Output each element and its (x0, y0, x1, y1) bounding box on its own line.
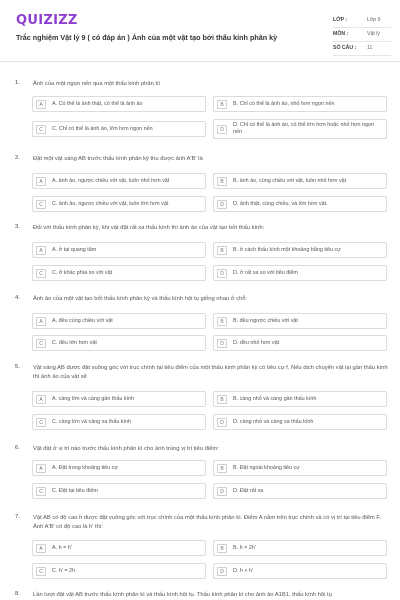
option-a[interactable] (32, 391, 206, 407)
option-letter: D (217, 269, 227, 278)
question-text: Đối với thấu kính phân kỳ, khi vật đặt rất xa thấu kính thì ảnh ảo của vật tạo bởi thấu kính: (33, 225, 265, 231)
option-text: D. Chỉ có thể là ảnh ảo, có thể lớn hơn hoặc nhỏ hơn ngọn nến (233, 122, 374, 136)
option-letter: D (217, 418, 227, 427)
option-text: A. đều cùng chiều với vật (52, 318, 113, 324)
option-c[interactable] (32, 483, 206, 499)
option-c[interactable] (32, 196, 206, 212)
option-text: D. ở rất xa so với tiêu điểm (233, 270, 298, 276)
option-text: A. càng lớn và càng gần thấu kính (52, 396, 135, 402)
option-a[interactable] (32, 242, 206, 258)
option-text: C. h' = 2h (52, 568, 76, 574)
option-a[interactable] (32, 313, 206, 329)
option-text: B. Đặt ngoài khoảng tiêu cự (233, 465, 300, 471)
option-letter: A (36, 100, 46, 109)
question-text: Lần lượt đặt vật AB trước thấu kính phân kì và thấu kính hội tụ. Thấu kính phân kì cho ảnh ảo A1B1, thấu kính hội tụ (33, 592, 332, 598)
option-letter: C (36, 339, 46, 348)
option-letter: B (217, 464, 227, 473)
option-text: A. h = h' (52, 545, 72, 551)
option-c[interactable] (32, 414, 206, 430)
option-letter: B (217, 544, 227, 553)
option-letter: D (217, 125, 227, 134)
question-text: Ảnh ảo của một vật tạo bởi thấu kính phân kỳ và thấu kính hội tụ giống nhau ở chỗ (33, 296, 246, 302)
option-text: D. h < h' (233, 568, 254, 574)
option-text: A. ở tại quang tâm (52, 247, 97, 253)
option-text: D. Đặt rất xa (233, 488, 264, 494)
option-letter: D (217, 200, 227, 209)
option-letter: C (36, 125, 46, 134)
option-d[interactable] (213, 563, 387, 579)
option-d[interactable] (213, 335, 387, 351)
option-text: A. Có thể là ảnh thật, có thể là ảnh ảo (52, 101, 143, 107)
option-b[interactable] (213, 391, 387, 407)
option-d[interactable] (213, 483, 387, 499)
meta-count-key: SỐ CÂU : (333, 45, 357, 51)
worksheet-title: Trắc nghiệm Vật lý 9 ( có đáp án ) Ảnh của một vật tạo bởi thấu kính phân kỳ (16, 33, 278, 42)
option-text: C. đều lớn hơn vật (52, 340, 97, 346)
option-text: D. ảnh thật, cùng chiều, và lớn hơn vật. (233, 201, 328, 207)
option-d[interactable] (213, 119, 387, 139)
question-text: Vật AB có độ cao h được đặt vuông góc với trục chính của một thấu kính phân kì. Điểm A nằm trên trục chính và có vị trí tại tiêu điểm F. Ảnh A'B' có độ cao là h' thì: (33, 515, 381, 530)
option-letter: B (217, 395, 227, 404)
option-letter: D (217, 567, 227, 576)
option-a[interactable] (32, 173, 206, 189)
question-number: 2. (15, 155, 20, 161)
question-number: 6. (15, 445, 20, 451)
meta-count-row (333, 42, 391, 56)
option-a[interactable] (32, 540, 206, 556)
option-letter: C (36, 269, 46, 278)
option-text: B. đều ngược chiều với vật (233, 318, 298, 324)
meta-subject-value: Vật lý (367, 31, 380, 37)
option-letter: A (36, 464, 46, 473)
option-c[interactable] (32, 121, 206, 137)
option-text: A. ảnh ảo, ngược chiều với vật, luôn nhỏ hơn vật (52, 178, 170, 184)
question-number: 4. (15, 295, 20, 301)
meta-class-key: LỚP : (333, 17, 348, 23)
option-a[interactable] (32, 96, 206, 112)
option-text: A. Đặt trong khoảng tiêu cự (52, 465, 118, 471)
option-text: C. ở khác phía so với vật (52, 270, 113, 276)
meta-count-value: 11 (367, 45, 373, 51)
option-b[interactable] (213, 173, 387, 189)
option-letter: C (36, 567, 46, 576)
option-letter: B (217, 177, 227, 186)
option-a[interactable] (32, 460, 206, 476)
option-b[interactable] (213, 460, 387, 476)
option-letter: C (36, 418, 46, 427)
worksheet-header (0, 0, 400, 62)
option-b[interactable] (213, 96, 387, 112)
option-b[interactable] (213, 242, 387, 258)
question-text: Vật đặt ở vị trí nào trước thấu kính phân kì cho ảnh trùng vị trí tiêu điểm: (33, 446, 219, 452)
option-text: B. ảnh ảo, cùng chiều với vật, luôn nhỏ hơn vật (233, 178, 347, 184)
option-letter: C (36, 487, 46, 496)
option-c[interactable] (32, 335, 206, 351)
option-d[interactable] (213, 196, 387, 212)
option-d[interactable] (213, 414, 387, 430)
meta-subject-row (333, 28, 391, 42)
question-number: 1. (15, 80, 20, 86)
option-text: B. ở cách thấu kính một khoảng bằng tiêu cự (233, 247, 341, 253)
option-b[interactable] (213, 540, 387, 556)
option-letter: B (217, 317, 227, 326)
worksheet-meta (333, 14, 391, 56)
option-b[interactable] (213, 313, 387, 329)
option-text: C. Đặt tại tiêu điểm (52, 488, 98, 494)
option-text: D. càng nhỏ và càng xa thấu kính (233, 419, 314, 425)
question-number: 3. (15, 224, 20, 230)
option-text: B. h = 2h' (233, 545, 256, 551)
meta-subject-key: MÔN : (333, 31, 349, 37)
option-text: D. đều nhỏ hơn vật (233, 340, 280, 346)
quizizz-logo: QUIZIZZ (16, 13, 78, 28)
option-letter: A (36, 544, 46, 553)
option-c[interactable] (32, 265, 206, 281)
option-letter: B (217, 246, 227, 255)
option-letter: C (36, 200, 46, 209)
meta-class-row (333, 14, 391, 28)
option-d[interactable] (213, 265, 387, 281)
option-text: C. Chỉ có thể là ảnh ảo, lớn hơn ngọn nến (52, 126, 153, 132)
option-text: C. ảnh ảo, ngược chiều với vật, luôn lớn hơn vật (52, 201, 169, 207)
meta-class-value: Lớp 9 (367, 17, 381, 23)
option-letter: D (217, 487, 227, 496)
question-text: Đặt một vật sáng AB trước thấu kính phân kỳ thu được ảnh A'B' là (33, 156, 203, 162)
question-text: Vật sáng AB được đặt vuông góc với trục chính tại tiêu điểm của một thấu kính phân kỳ có tiêu cự f. Nếu dịch chuyển vật lại gần thấu kính thì ảnh ảo của vật sẽ (33, 365, 388, 380)
option-text: C. càng lớn và càng xa thấu kính (52, 419, 132, 425)
option-letter: B (217, 100, 227, 109)
question-number: 5. (15, 364, 20, 370)
question-number: 7. (15, 514, 20, 520)
option-letter: A (36, 317, 46, 326)
option-letter: A (36, 246, 46, 255)
option-text: B. càng nhỏ và càng gần thấu kính (233, 396, 317, 402)
option-text: B. Chỉ có thể là ảnh ảo, nhỏ hơn ngọn nến (233, 101, 335, 107)
question-number: 8. (15, 591, 20, 597)
question-text: Ảnh của một ngọn nến qua một thấu kính phân kì (33, 81, 160, 87)
option-letter: A (36, 395, 46, 404)
option-letter: A (36, 177, 46, 186)
option-letter: D (217, 339, 227, 348)
option-c[interactable] (32, 563, 206, 579)
